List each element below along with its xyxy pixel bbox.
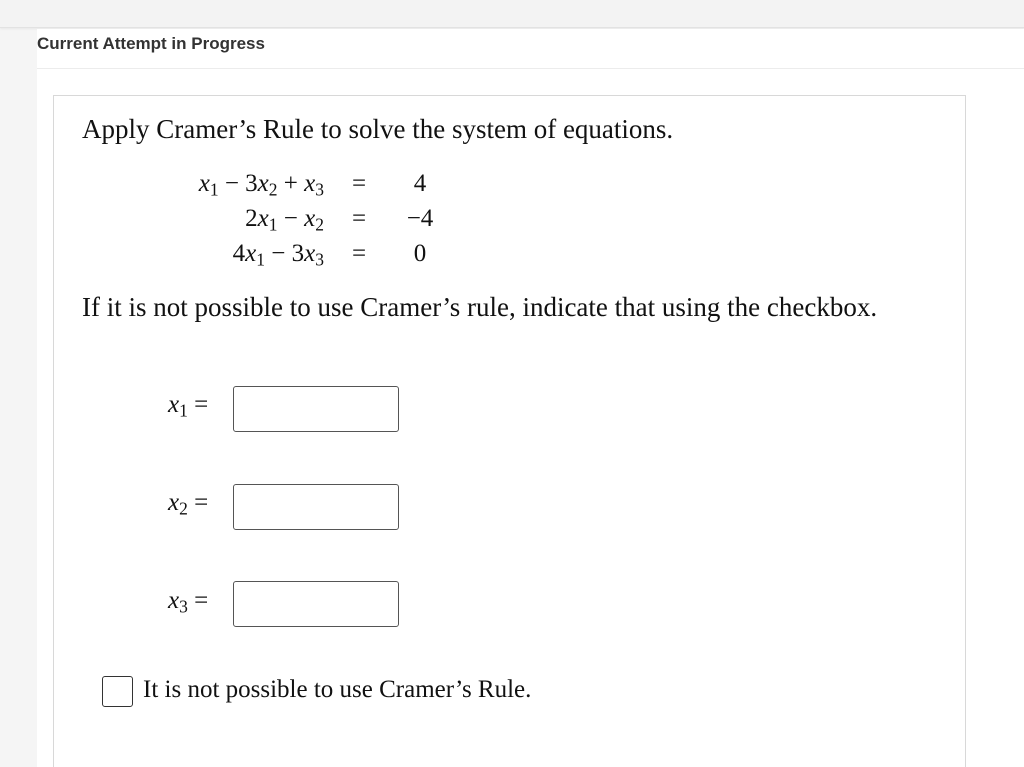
divider [37, 68, 1024, 69]
not-possible-label[interactable]: It is not possible to use Cramer’s Rule. [143, 676, 532, 703]
equation-2-equals: = [352, 205, 367, 232]
x2-label: $x_2$ = [168, 489, 209, 519]
question-page [37, 29, 1024, 767]
equation-3-rhs: 0 [413, 240, 427, 267]
attempt-status: Current Attempt in Progress [37, 34, 265, 53]
question-prompt: Apply Cramer’s Rule to solve the system of equations. [82, 114, 674, 144]
equation-1-equals: = [352, 170, 367, 197]
equation-1-rhs: 4 [413, 170, 427, 197]
top-bar [0, 0, 1024, 28]
equation-3-equals: = [352, 240, 367, 267]
equation-2-rhs: −4 [406, 205, 434, 232]
x1-input[interactable] [233, 386, 399, 432]
not-possible-checkbox[interactable] [102, 676, 133, 707]
instruction-note: If it is not possible to use Cramer’s rule, indicate that using the checkbox. [82, 292, 878, 322]
question-card [53, 95, 966, 767]
equation-2-lhs: $2x_1 - x_2$ [245, 205, 324, 235]
equation-3-lhs: $4x_1 - 3x_3$ [232, 240, 324, 270]
x2-input[interactable] [233, 484, 399, 530]
x3-input[interactable] [233, 581, 399, 627]
equation-1-lhs: $x_1 - 3x_2 + x_3$ [198, 170, 324, 200]
x3-label: $x_3$ = [168, 587, 209, 617]
x1-label: $x_1$ = [168, 391, 209, 421]
